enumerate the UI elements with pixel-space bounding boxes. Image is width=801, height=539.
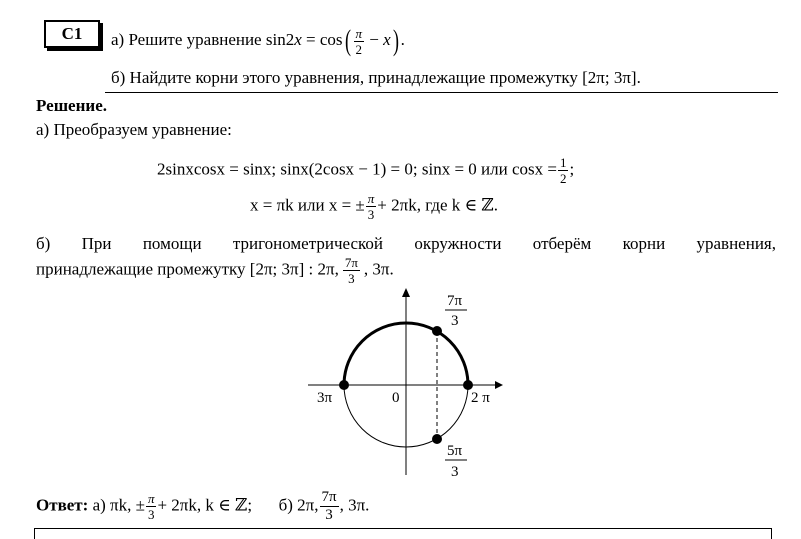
bottom-frame — [34, 528, 772, 539]
task-part-a-prefix: а) Решите уравнение sin2 — [111, 29, 295, 49]
answer-part-b-suffix: , 3π. — [339, 495, 370, 515]
fraction — [343, 256, 360, 285]
answer-part-a-prefix: а) πk, ± — [88, 495, 145, 515]
label-origin: 0 — [392, 390, 400, 406]
var-x: x — [383, 29, 391, 49]
equation-line-2 — [250, 192, 498, 221]
fraction-num: 1 — [559, 155, 567, 170]
fraction-num: 7π — [321, 489, 337, 505]
fraction — [320, 490, 339, 523]
equation-2-right: + 2πk, где k ∈ ℤ. — [377, 195, 499, 215]
label-5pi-3-den: 3 — [451, 464, 459, 480]
fraction — [558, 156, 569, 185]
equation-2-left: x = πk или x = ± — [250, 195, 365, 215]
fraction-den: 3 — [146, 506, 157, 521]
fraction — [354, 27, 365, 56]
point-2pi — [463, 380, 473, 390]
answer-label: Ответ: — [36, 495, 89, 515]
fraction-den: 3 — [343, 270, 360, 285]
label-7pi-3-num: 7π — [447, 293, 463, 309]
task-id: C1 — [61, 24, 83, 43]
answer-part-b-prefix: б) 2π, — [278, 495, 319, 515]
paren-right: ) — [392, 24, 399, 57]
solution-part-a-intro: а) Преобразуем уравнение: — [36, 120, 232, 139]
answer-part-a-suffix: + 2πk, k ∈ ℤ; — [157, 495, 253, 515]
solution-heading: Решение. — [36, 96, 107, 115]
fraction-den: 2 — [354, 41, 365, 56]
label-7pi-3-den: 3 — [451, 313, 459, 329]
label-3pi: 3π — [317, 390, 333, 406]
label-5pi-3-num: 5π — [447, 443, 463, 459]
separator-line — [105, 92, 778, 93]
answer-line — [36, 490, 369, 523]
minus: − — [365, 29, 384, 49]
task-part-a — [111, 24, 405, 58]
task-part-a-eq: = cos — [301, 29, 343, 49]
point-3pi — [339, 380, 349, 390]
fraction-num: 7π — [344, 255, 358, 270]
equation-1-text: 2sinxcosx = sinx; sinx(2cosx − 1) = 0; sinx = 0 или cosx = — [157, 159, 557, 179]
fraction-den: 3 — [366, 206, 377, 221]
trig-circle-diagram — [300, 285, 520, 485]
fraction-num: π — [367, 191, 375, 206]
point-5pi-3 — [432, 434, 442, 444]
fraction-num: π — [355, 25, 363, 41]
fraction-den: 2 — [559, 171, 567, 186]
equation-line-1 — [157, 156, 574, 185]
var-x: x — [294, 29, 302, 49]
paren-left: ( — [344, 24, 351, 57]
task-part-b: б) Найдите корни этого уравнения, принадлежащие промежутку [2π; 3π]. — [111, 68, 641, 87]
point-7pi-3 — [432, 326, 442, 336]
fraction-num: π — [147, 491, 155, 506]
solution-part-b-line-1: б) При помощи тригонометрической окружности отберём корни уравнения, — [36, 234, 776, 253]
x-axis-arrow — [495, 381, 503, 389]
solution-part-b-line-2 — [36, 256, 394, 285]
fraction-den: 3 — [320, 506, 339, 523]
part-b-line-2-prefix: принадлежащие промежутку [2π; 3π] : 2π, — [36, 259, 339, 279]
fraction — [366, 192, 377, 221]
fraction — [146, 492, 157, 521]
period: . — [400, 29, 405, 49]
part-b-line-2-suffix: , 3π. — [363, 259, 394, 279]
semicolon: ; — [569, 159, 575, 179]
y-axis-arrow — [402, 288, 410, 297]
label-2pi: 2 π — [471, 390, 490, 406]
task-id-box — [44, 20, 100, 48]
